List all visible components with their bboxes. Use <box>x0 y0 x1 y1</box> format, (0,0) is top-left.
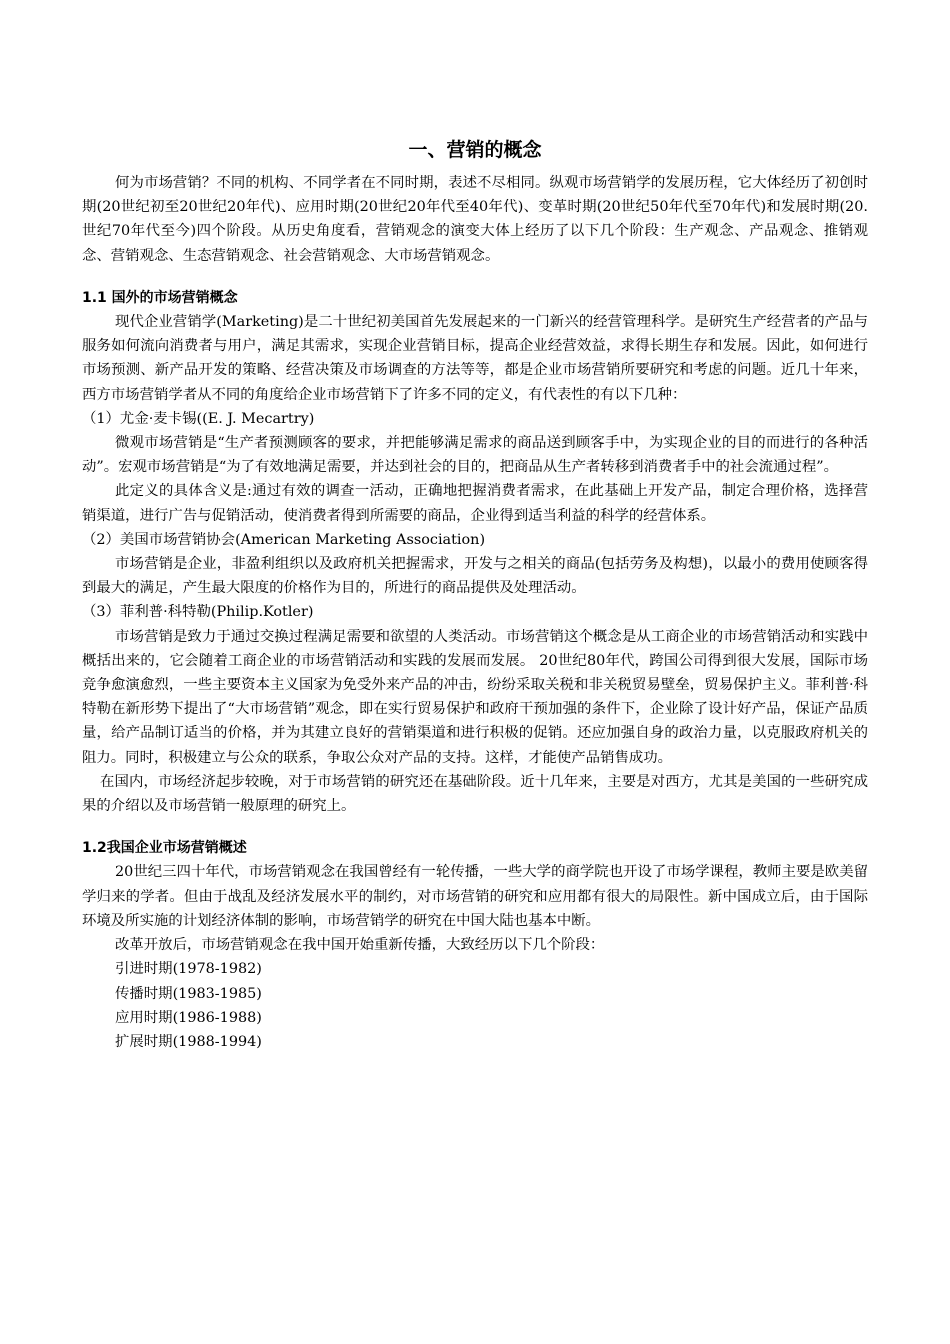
stage-item: 应用时期(1986-1988) <box>115 1009 262 1026</box>
definition-2-label: （2）美国市场营销协会(American Marketing Association) <box>82 531 486 548</box>
spacer <box>82 268 868 286</box>
definition-1-paragraph-2: 此定义的具体含义是:通过有效的调查一活动，正确地把握消费者需求，在此基础上开发产品，制定合理价格，选择营销渠道，进行广告与促销活动，使消费者得到所需要的商品，企业得到适当利益的科学的经营体系。 <box>82 483 868 524</box>
definition-2-paragraph: 市场营销是企业，非盈利组织以及政府机关把握需求，开发与之相关的商品(包括劳务及构想)，以最小的费用使顾客得到最大的满足，产生最大限度的价格作为目的，所进行的商品提供及处理活动。 <box>82 556 868 597</box>
definition-3-label: （3）菲利普·科特勒(Philip.Kotler) <box>82 604 314 621</box>
definition-3-paragraph: 市场营销是致力于通过交换过程满足需要和欲望的人类活动。市场营销这个概念是从工商企业的市场营销活动和实践中概括出来的，它会随着工商企业的市场营销活动和实践的发展而发展。 20世纪80年代，跨国公司得到很大发展，国际市场竞争愈演愈烈，一些主要资本主义国家为免受外来产品的冲击，纷纷采取关税和非关税贸易壁垒，贸易保护主义。菲利普·科特勒在新形势下提出了“大市场营销”观念，即在实行贸易保护和政府干预加强的条件下，企业除了设计好产品，保证产品质量，给产品制订适当的价格，并为其建立良好的营销渠道和进行积极的促销。还应加强自身的政治力量，以克服政府机关的阻力。同时，积极建立与公众的联系，争取公众对产品的支持。这样，才能使产品销售成功。 <box>82 628 868 766</box>
definition-1-label: （1）尤金·麦卡锡((E. J. Mecartry) <box>82 410 315 427</box>
definition-1-paragraph-1: 微观市场营销是“生产者预测顾客的要求，并把能够满足需求的商品送到顾客手中，为实现企业的目的而进行的各种活动”。宏观市场营销是“为了有效地满足需要，并达到社会的目的，把商品从生产者转移到消费者手中的社会流通过程”。 <box>82 435 868 476</box>
section2-paragraph-1: 20世纪三四十年代，市场营销观念在我国曾经有一轮传播，一些大学的商学院也开设了市场学课程，教师主要是欧美留学归来的学者。但由于战乱及经济发展水平的制约，对市场营销的研究和应用都有很大的局限性。新中国成立后，由于国际环境及所实施的计划经济体制的影响，市场营销学的研究在中国大陆也基本中断。 <box>82 864 868 929</box>
document-page <box>82 137 868 1054</box>
section1-paragraph: 现代企业营销学(Marketing)是二十世纪初美国首先发展起来的一门新兴的经营管理科学。是研究生产经营者的产品与服务如何流向消费者与用户，满足其需求，实现企业营销目标，提高企业经营效益，求得长期生存和发展。因此，如何进行市场预测、新产品开发的策略、经营决策及市场调查的方法等等，都是企业市场营销所要研究和考虑的问题。近几十年来，西方市场营销学者从不同的角度给企业市场营销下了许多不同的定义，有代表性的有以下几种： <box>82 314 868 403</box>
domestic-paragraph: 在国内，市场经济起步较晚，对于市场营销的研究还在基础阶段。近十几年来，主要是对西方，尤其是美国的一些研究成果的介绍以及市场营销一般原理的研究上。 <box>82 773 868 815</box>
stage-item: 传播时期(1983-1985) <box>115 985 262 1002</box>
spacer <box>82 818 868 836</box>
page-title: 一、营销的概念 <box>408 139 542 161</box>
stage-item: 扩展时期(1988-1994) <box>115 1033 262 1050</box>
intro-paragraph: 何为市场营销？不同的机构、不同学者在不同时期，表述不尽相同。纵观市场营销学的发展历程，它大体经历了初创时期(20世纪初至20世纪20年代)、应用时期(20世纪20年代至40年代)、变革时期(20世纪50年代至70年代)和发展时期(20.世纪70年代至今)四个阶段。从历史角度看，营销观念的演变大体上经历了以下几个阶段：生产观念、产品观念、推销观念、营销观念、生态营销观念、社会营销观念、大市场营销观念。 <box>82 175 868 264</box>
section2-paragraph-2: 改革开放后，市场营销观念在我中国开始重新传播，大致经历以下几个阶段： <box>115 937 605 954</box>
section-heading-1-1: 1.1 国外的市场营销概念 <box>82 289 238 306</box>
stage-item: 引进时期(1978-1982) <box>115 961 262 978</box>
section-heading-1-2: 1.2我国企业市场营销概述 <box>82 840 247 857</box>
